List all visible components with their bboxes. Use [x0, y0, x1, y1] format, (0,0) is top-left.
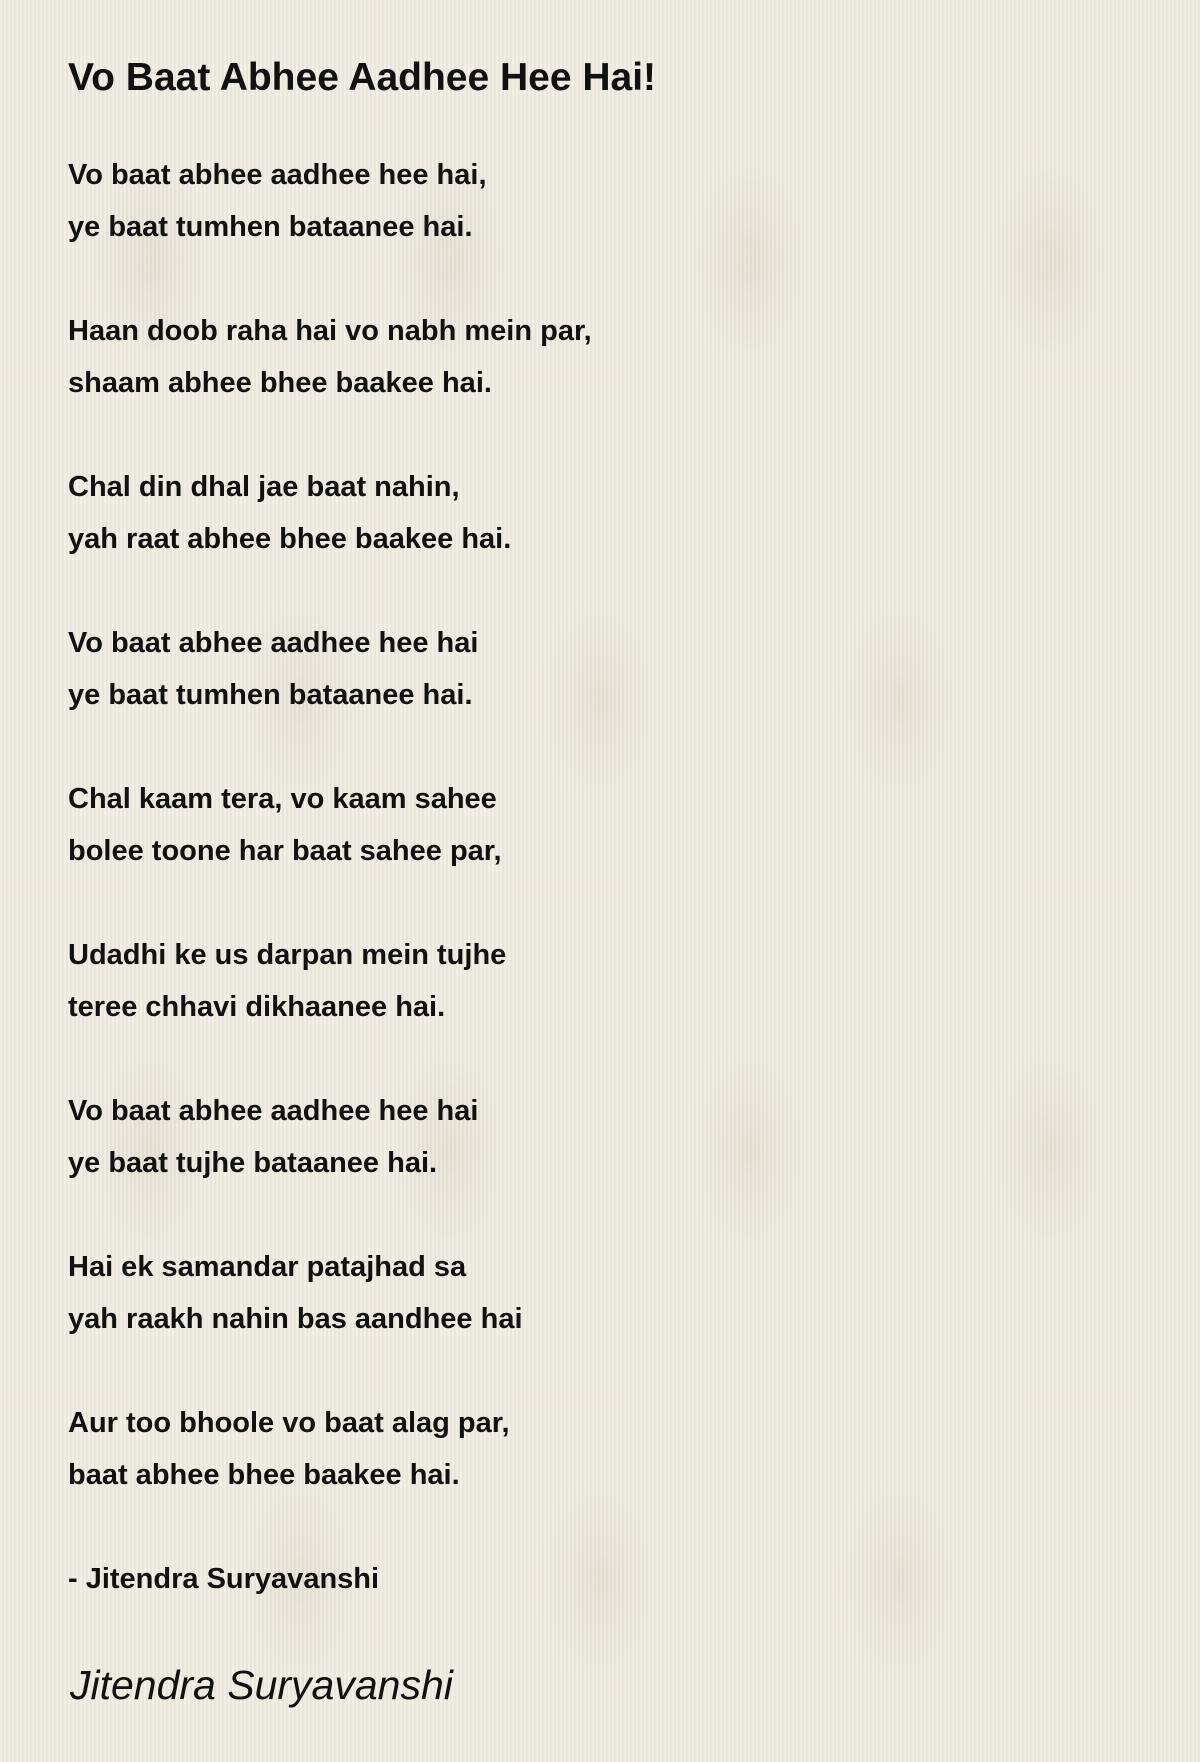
poem-page [68, 52, 1128, 1605]
poem-line: ye baat tujhe bataanee hai. [68, 1147, 438, 1179]
poem-line: ye baat tumhen bataanee hai. [68, 679, 473, 711]
poem-line: yah raakh nahin bas aandhee hai [68, 1303, 523, 1335]
poem-line: Chal kaam tera, vo kaam sahee [68, 783, 497, 815]
poem-line: Vo baat abhee aadhee hee hai [68, 627, 479, 659]
poem-line: Udadhi ke us darpan mein tujhe [68, 939, 507, 971]
poem-line: Aur too bhoole vo baat alag par, [68, 1407, 510, 1439]
stanza-6 [68, 929, 1128, 1033]
poem-line: Hai ek samandar patajhad sa [68, 1251, 467, 1283]
poem-line: ye baat tumhen bataanee hai. [68, 211, 473, 243]
poem-line: yah raat abhee bhee baakee hai. [68, 523, 512, 555]
stanza-5 [68, 773, 1128, 877]
stanza-1 [68, 149, 1128, 253]
poem-title: Vo Baat Abhee Aadhee Hee Hai! [68, 56, 657, 99]
poem-attribution: - Jitendra Suryavanshi [68, 1563, 380, 1595]
stanza-7 [68, 1085, 1128, 1189]
poem-line: bolee toone har baat sahee par, [68, 835, 502, 867]
stanza-2 [68, 305, 1128, 409]
poem-line: shaam abhee bhee baakee hai. [68, 367, 492, 399]
stanza-8 [68, 1241, 1128, 1345]
poem-line: Vo baat abhee aadhee hee hai, [68, 159, 487, 191]
poem-body [68, 149, 1128, 1605]
author-signature: Jitendra Suryavanshi [70, 1662, 453, 1708]
poem-line: baat abhee bhee baakee hai. [68, 1459, 460, 1491]
stanza-3 [68, 461, 1128, 565]
poem-line: teree chhavi dikhaanee hai. [68, 991, 446, 1023]
stanza-9 [68, 1397, 1128, 1501]
stanza-4 [68, 617, 1128, 721]
poem-line: Haan doob raha hai vo nabh mein par, [68, 315, 592, 347]
poem-line: Chal din dhal jae baat nahin, [68, 471, 460, 503]
poem-line: Vo baat abhee aadhee hee hai [68, 1095, 479, 1127]
